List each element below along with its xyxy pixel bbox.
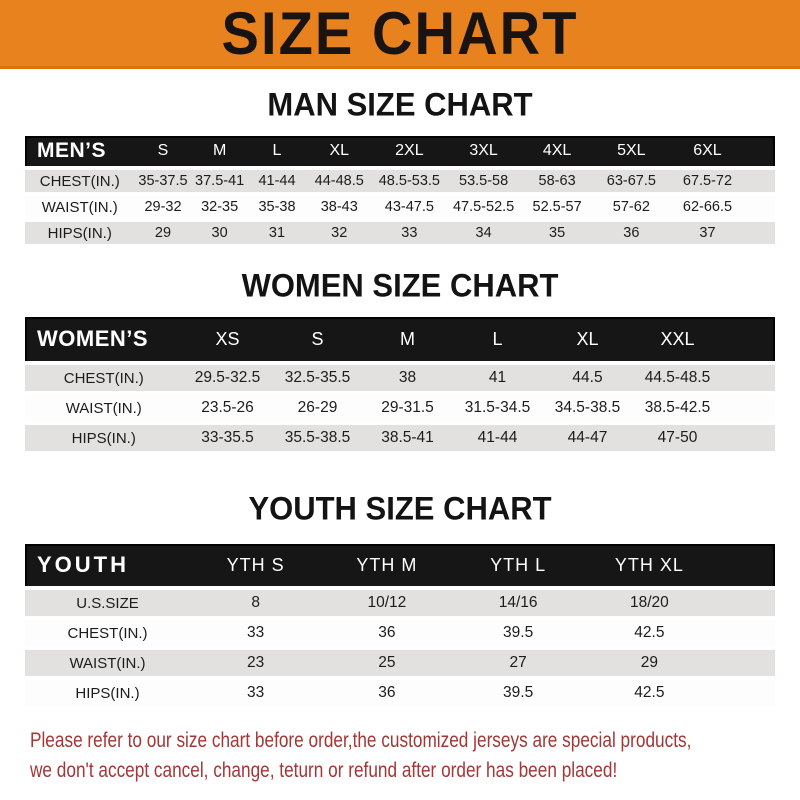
value-cell: 38.5-42.5	[633, 393, 723, 423]
men-table-header-row	[25, 136, 775, 168]
value-cell: 31	[248, 220, 307, 246]
value-cell: 29-31.5	[363, 393, 453, 423]
youth-table-body	[25, 588, 775, 708]
man-size-chart-section	[0, 87, 800, 248]
value-cell: 35-37.5	[135, 168, 192, 194]
value-cell: 57-62	[593, 194, 669, 220]
row-label: HIPS(IN.)	[25, 678, 190, 708]
filler-cell	[746, 136, 775, 168]
value-cell: 23.5-26	[183, 393, 273, 423]
column-header: 2XL	[372, 136, 446, 168]
value-cell: 33-35.5	[183, 423, 273, 453]
column-header: 6XL	[669, 136, 746, 168]
women-table-body	[25, 363, 775, 453]
value-cell: 38.5-41	[363, 423, 453, 453]
value-cell: 25	[321, 648, 452, 678]
value-cell: 33	[190, 618, 321, 648]
table-row	[25, 618, 775, 648]
column-header: YTH S	[190, 544, 321, 588]
value-cell: 23	[190, 648, 321, 678]
column-header: L	[453, 317, 543, 363]
value-cell: 39.5	[453, 678, 584, 708]
row-label: CHEST(IN.)	[25, 618, 190, 648]
table-row	[25, 194, 775, 220]
value-cell: 62-66.5	[669, 194, 746, 220]
filler-cell	[723, 363, 776, 393]
table-header-label: MEN’S	[25, 136, 135, 168]
value-cell: 36	[321, 618, 452, 648]
value-cell: 35-38	[248, 194, 307, 220]
row-label: CHEST(IN.)	[25, 363, 183, 393]
value-cell: 31.5-34.5	[453, 393, 543, 423]
value-cell: 39.5	[453, 618, 584, 648]
man-section-heading: MAN SIZE CHART	[267, 86, 533, 123]
table-row	[25, 220, 775, 246]
youth-size-table	[25, 544, 775, 710]
value-cell: 42.5	[584, 618, 715, 648]
column-header: YTH M	[321, 544, 452, 588]
value-cell: 36	[593, 220, 669, 246]
value-cell: 41	[453, 363, 543, 393]
column-header: S	[273, 317, 363, 363]
table-row	[25, 393, 775, 423]
value-cell: 34.5-38.5	[543, 393, 633, 423]
row-label: WAIST(IN.)	[25, 393, 183, 423]
value-cell: 37	[669, 220, 746, 246]
value-cell: 36	[321, 678, 452, 708]
value-cell: 47.5-52.5	[446, 194, 520, 220]
value-cell: 8	[190, 588, 321, 618]
value-cell: 29	[584, 648, 715, 678]
filler-cell	[723, 317, 776, 363]
value-cell: 32	[306, 220, 372, 246]
filler-cell	[746, 168, 775, 194]
youth-size-chart-section	[0, 491, 800, 710]
column-header: M	[192, 136, 248, 168]
column-header: YTH L	[453, 544, 584, 588]
women-table-header-row	[25, 317, 775, 363]
value-cell: 30	[192, 220, 248, 246]
value-cell: 47-50	[633, 423, 723, 453]
women-section-heading: WOMEN SIZE CHART	[241, 267, 559, 304]
filler-cell	[715, 678, 775, 708]
column-header: 3XL	[446, 136, 520, 168]
filler-cell	[715, 588, 775, 618]
value-cell: 67.5-72	[669, 168, 746, 194]
value-cell: 38-43	[306, 194, 372, 220]
row-label: WAIST(IN.)	[25, 194, 135, 220]
value-cell: 29.5-32.5	[183, 363, 273, 393]
women-size-chart-section	[0, 268, 800, 455]
value-cell: 42.5	[584, 678, 715, 708]
value-cell: 41-44	[453, 423, 543, 453]
value-cell: 34	[446, 220, 520, 246]
filler-cell	[746, 220, 775, 246]
value-cell: 14/16	[453, 588, 584, 618]
youth-section-heading: YOUTH SIZE CHART	[248, 490, 552, 527]
row-label: HIPS(IN.)	[25, 423, 183, 453]
table-row	[25, 588, 775, 618]
disclaimer-line-2: we don't accept cancel, change, teturn or refund after order has been placed!	[30, 759, 618, 782]
value-cell: 41-44	[248, 168, 307, 194]
table-row	[25, 168, 775, 194]
column-header: XS	[183, 317, 273, 363]
value-cell: 43-47.5	[372, 194, 446, 220]
filler-cell	[715, 618, 775, 648]
value-cell: 44-48.5	[306, 168, 372, 194]
row-label: U.S.SIZE	[25, 588, 190, 618]
column-header: L	[248, 136, 307, 168]
value-cell: 33	[372, 220, 446, 246]
youth-table-header-row	[25, 544, 775, 588]
value-cell: 29-32	[135, 194, 192, 220]
column-header: S	[135, 136, 192, 168]
value-cell: 10/12	[321, 588, 452, 618]
column-header: YTH XL	[584, 544, 715, 588]
table-row	[25, 678, 775, 708]
column-header: XL	[543, 317, 633, 363]
value-cell: 44.5-48.5	[633, 363, 723, 393]
column-header: 5XL	[593, 136, 669, 168]
value-cell: 32-35	[192, 194, 248, 220]
value-cell: 53.5-58	[446, 168, 520, 194]
disclaimer-line-1: Please refer to our size chart before order,the customized jerseys are special products,	[30, 729, 692, 752]
value-cell: 63-67.5	[593, 168, 669, 194]
table-row	[25, 423, 775, 453]
table-header-label: YOUTH	[25, 544, 190, 588]
value-cell: 58-63	[521, 168, 594, 194]
value-cell: 27	[453, 648, 584, 678]
men-table-body	[25, 168, 775, 246]
value-cell: 35	[521, 220, 594, 246]
table-row	[25, 363, 775, 393]
table-row	[25, 648, 775, 678]
row-label: CHEST(IN.)	[25, 168, 135, 194]
value-cell: 37.5-41	[192, 168, 248, 194]
table-header-label: WOMEN’S	[25, 317, 183, 363]
row-label: WAIST(IN.)	[25, 648, 190, 678]
value-cell: 44-47	[543, 423, 633, 453]
men-size-table	[25, 136, 775, 248]
filler-cell	[715, 544, 775, 588]
banner	[0, 0, 800, 69]
column-header: 4XL	[521, 136, 594, 168]
row-label: HIPS(IN.)	[25, 220, 135, 246]
filler-cell	[746, 194, 775, 220]
filler-cell	[723, 423, 776, 453]
value-cell: 44.5	[543, 363, 633, 393]
disclaimer	[30, 726, 800, 786]
column-header: XXL	[633, 317, 723, 363]
value-cell: 33	[190, 678, 321, 708]
filler-cell	[715, 648, 775, 678]
value-cell: 18/20	[584, 588, 715, 618]
banner-title: SIZE CHART	[221, 0, 579, 68]
value-cell: 32.5-35.5	[273, 363, 363, 393]
column-header: XL	[306, 136, 372, 168]
value-cell: 35.5-38.5	[273, 423, 363, 453]
value-cell: 29	[135, 220, 192, 246]
column-header: M	[363, 317, 453, 363]
women-size-table	[25, 317, 775, 455]
value-cell: 48.5-53.5	[372, 168, 446, 194]
value-cell: 38	[363, 363, 453, 393]
filler-cell	[723, 393, 776, 423]
value-cell: 52.5-57	[521, 194, 594, 220]
value-cell: 26-29	[273, 393, 363, 423]
